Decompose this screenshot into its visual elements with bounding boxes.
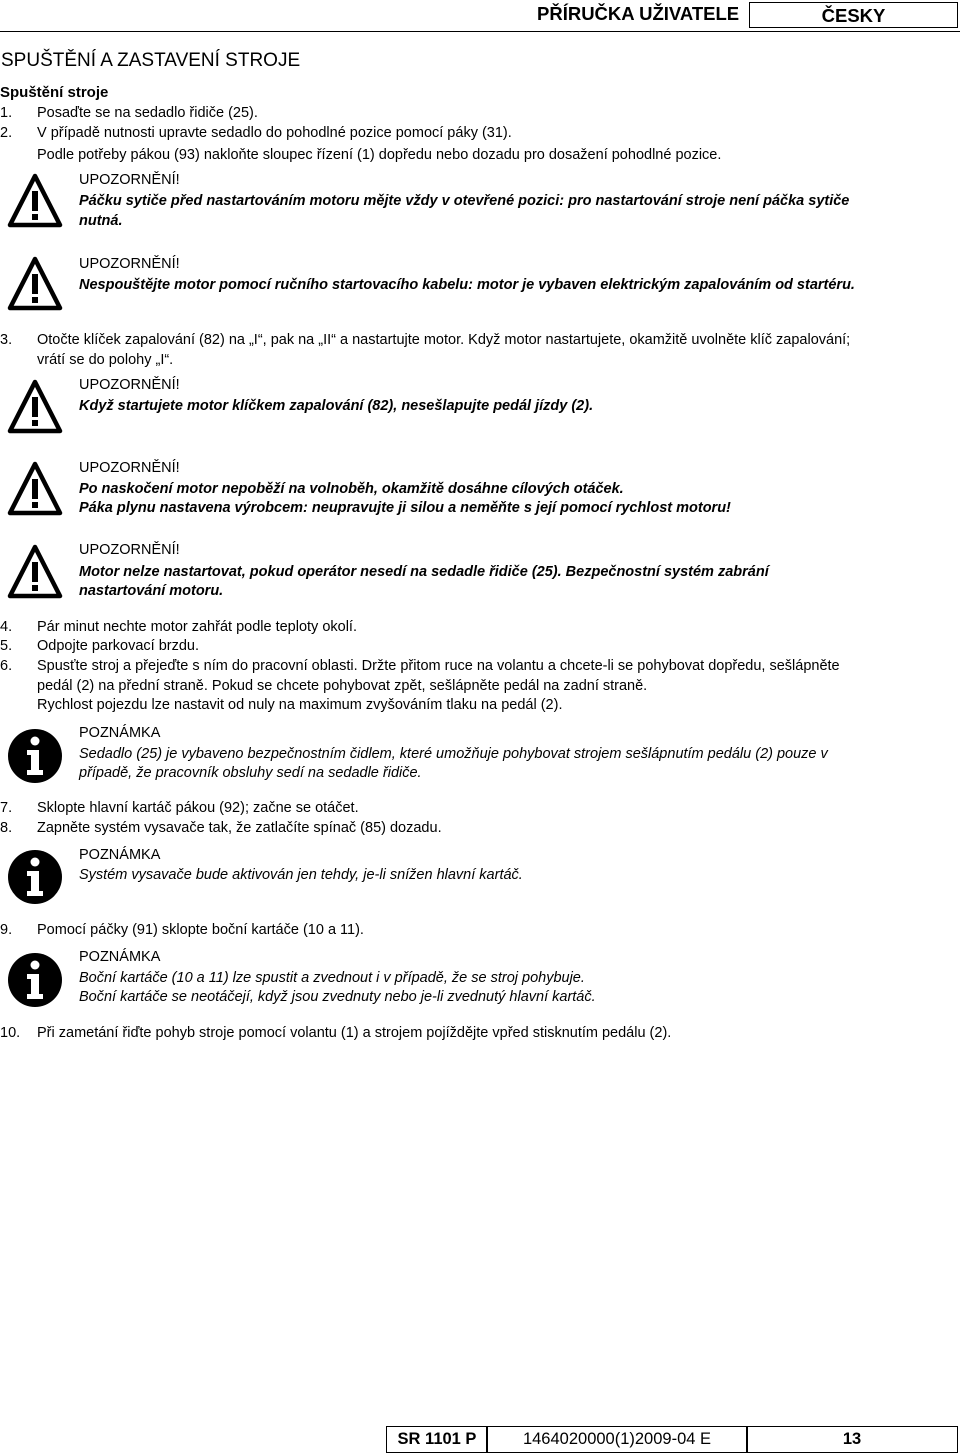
step-6-line-2: pedál (2) na přední straně. Pokud se chcete pohybovat zpět, sešlápněte pedál na zadní straně. [37,678,648,694]
note-2-heading: POZNÁMKA [79,847,161,863]
warning-2-heading: UPOZORNĚNÍ! [79,256,180,272]
note-1-heading: POZNÁMKA [79,725,161,741]
warning-5-text-2: nastartování motoru. [79,583,224,599]
note-3-heading: POZNÁMKA [79,949,161,965]
warning-4-text-2: Páka plynu nastavena výrobcem: neupravujte ji silou a neměňte s její pomocí rychlost motoru! [79,500,731,516]
note-1-text: Sedadlo (25) je vybaveno bezpečnostním čidlem, které umožňuje pohybovat strojem sešlápnutím pedálu (2) pouze v [79,746,828,762]
warning-1-text-2: nutná. [79,213,123,229]
warning-4-text: Po naskočení motor nepoběží na volnoběh, okamžitě dosáhne cílových otáček. [79,481,624,497]
info-circle-icon [7,728,63,784]
warning-triangle-icon [7,256,63,312]
footer-model: SR 1101 P [386,1426,488,1453]
warning-2-text: Nespouštějte motor pomocí ručního startovacího kabelu: motor je vybaven elektrickým zapalováním od startéru. [79,277,855,293]
warning-triangle-icon [7,461,63,517]
info-circle-icon [7,849,63,905]
footer-document-code: 1464020000(1)2009-04 E [486,1426,748,1453]
header-divider [0,31,960,32]
subsection-title: Spuštění stroje [0,84,109,101]
warning-5-heading: UPOZORNĚNÍ! [79,542,180,558]
section-title: SPUŠTĚNÍ A ZASTAVENÍ STROJE [1,50,301,71]
warning-1-heading: UPOZORNĚNÍ! [79,172,180,188]
info-circle-icon [7,952,63,1008]
note-1-text-2: případě, že pracovník obsluhy sedí na sedadle řidiče. [79,765,422,781]
warning-triangle-icon [7,379,63,435]
warning-triangle-icon [7,544,63,600]
step-3-line-2: vrátí se do polohy „I“. [37,352,174,368]
warning-5-text: Motor nelze nastartovat, pokud operátor nesedí na sedadle řidiče (25). Bezpečnostní systém zabrání [79,564,769,580]
warning-4-heading: UPOZORNĚNÍ! [79,460,180,476]
warning-triangle-icon [7,173,63,229]
manual-title: PŘÍRUČKA UŽIVATELE [537,3,740,24]
note-2-text: Systém vysavače bude aktivován jen tehdy, je-li snížen hlavní kartáč. [79,867,523,883]
warning-1-text: Páčku sytiče před nastartováním motoru mějte vždy v otevřené pozici: pro nastartování stroje není páčka sytiče [79,193,850,209]
note-3-text: Boční kartáče (10 a 11) lze spustit a zvednout i v případě, že se stroj pohybuje. [79,970,585,986]
warning-3-text: Když startujete motor klíčkem zapalování (82), nesešlapujte pedál jízdy (2). [79,398,594,414]
footer-page-number: 13 [746,1426,958,1453]
step-6-line-3: Rychlost pojezdu lze nastavit od nuly na maximum zvyšováním tlaku na pedál (2). [37,697,563,713]
step-2-line-2: Podle potřeby pákou (93) nakloňte sloupec řízení (1) dopředu nebo dozadu pro dosažení pohodlné pozice. [37,147,722,163]
warning-3-heading: UPOZORNĚNÍ! [79,377,180,393]
language-label: ČESKY [749,2,958,28]
note-3-text-2: Boční kartáče se neotáčejí, když jsou zvednuty nebo je-li zvednutý hlavní kartáč. [79,989,596,1005]
